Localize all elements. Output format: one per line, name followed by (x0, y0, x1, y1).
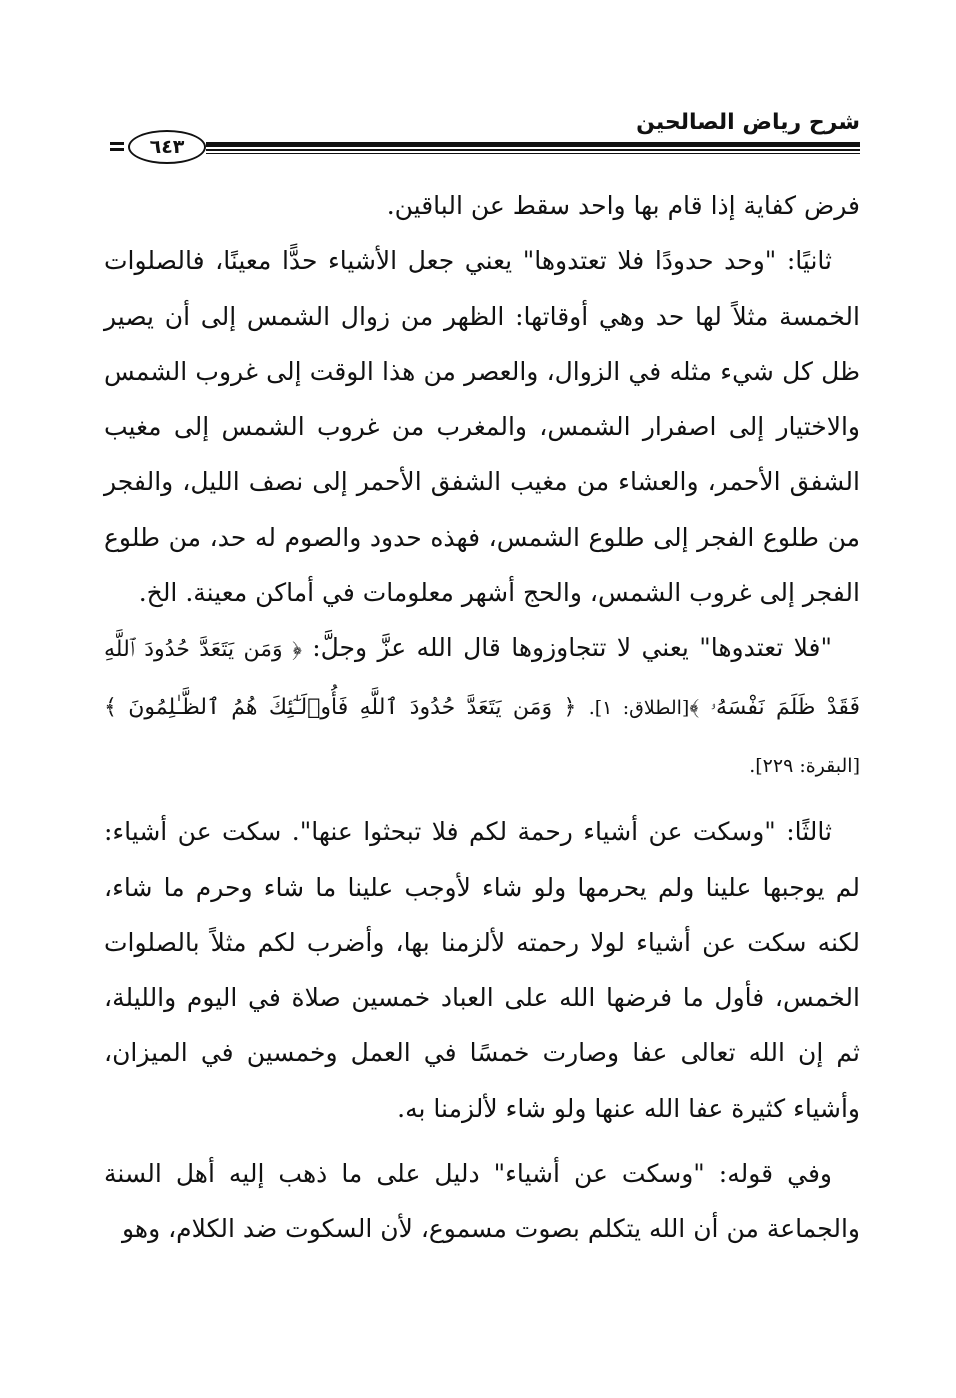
paragraph-3-intro: "فلا تعتدوها" يعني لا تتجاوزوها قال الله عزَّ وجلَّ: (301, 633, 833, 663)
paragraph-2: ثانيًا: "وحد حدودًا فلا تعتدوها" يعني جعل الأشياء حدًّا معينًا، فالصلوات الخمسة مثلاً لها حد وهي أوقاتها: الظهر من زوال الشمس إلى أن يصير ظل كل شيء مثله في الزوال، والعصر من هذا الوقت إلى غروب الشمس والاختيار إلى اصفرار الشمس، والمغرب من غروب الشمس إلى مغيب الشفق الأحمر، والعشاء من مغيب الشفق الأحمر إلى نصف الليل، والفجر من طلوع الفجر إلى طلوع الشمس، فهذه حدود والصوم له حد، من طلوع الفجر إلى غروب الشمس، والحج أشهر معلومات في أماكن معينة. الخ. (104, 246, 860, 608)
paragraph-1: فرض كفاية إذا قام بها واحد سقط عن الباقين. (386, 191, 860, 220)
page-header (110, 100, 860, 170)
ornament-dashes (110, 142, 124, 145)
page-body (104, 178, 860, 1257)
paragraph-3 (104, 620, 860, 794)
paragraph-5: وفي قوله: "وسكت عن أشياء" دليل على ما ذهب إليه أهل السنة والجماعة من أن الله يتكلم بصوت مسموع، لأن السكوت ضد الكلام، وهو (104, 1159, 860, 1244)
verse-reference-2: [البقرة: ٢٢٩]. (749, 754, 860, 777)
verse-reference-1: [الطلاق: ١]. (588, 696, 690, 719)
quran-verse-1: ﴿ وَمَن يَتَعَدَّ حُدُودَ ٱللَّهِ فَقَدْ ظَلَمَ نَفْسَهُۥ ﴾ (104, 637, 861, 720)
page-number-ornament (110, 130, 206, 164)
paragraph-4: ثالثًا: "وسكت عن أشياء رحمة لكم فلا تبحثوا عنها". سكت عن أشياء: لم يوجبها علينا ولم يحرمها ولو شاء لأوجب علينا ما شاء وحرم ما شاء، لكنه سكت عن أشياء لولا رحمته لألزمنا بها، وأضرب لكم مثلاً بالصلوات الخمس، فأول ما فرضها الله على العباد خمسين صلاة في اليوم والليلة، ثم إن الله تعالى عفا وصارت خمسًا في العمل وخمسين في الميزان، وأشياء كثيرة عفا الله عنها ولو شاء لألزمنا به. (104, 817, 860, 1123)
quran-verse-2: ﴿ وَمَن يَتَعَدَّ حُدُودَ ٱللَّهِ فَأُو۟لَـٰٓئِكَ هُمُ ٱلظَّـٰلِمُونَ ﴾ (104, 694, 577, 720)
header-rule-hairline (206, 153, 860, 154)
book-title: شرح رياض الصالحين (636, 110, 860, 135)
header-rule-thick (206, 142, 860, 147)
page-number: ٦٤٣ (128, 130, 206, 164)
header-rule-thin (206, 149, 860, 151)
